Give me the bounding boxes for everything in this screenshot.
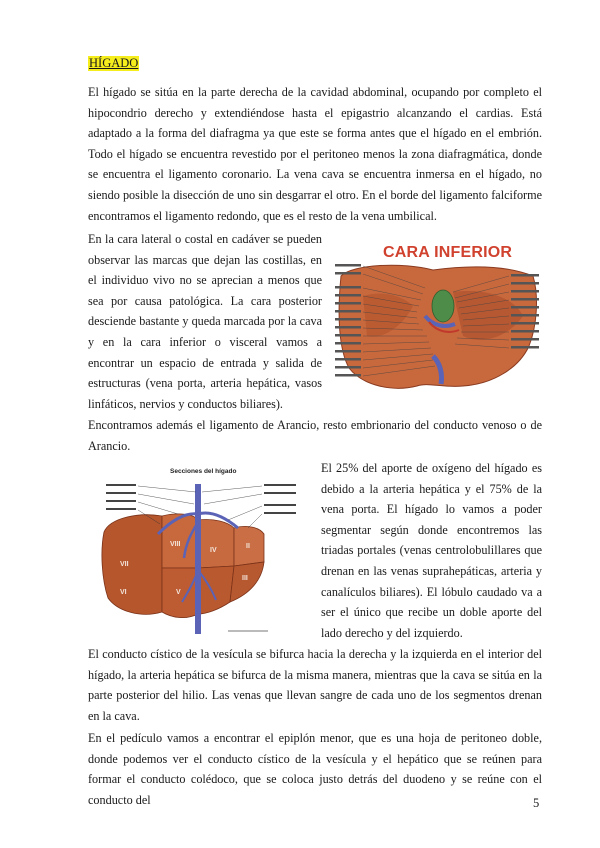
paragraph-location: El hígado se sitúa en la parte derecha de la cavidad abdominal, ocupando por completo el hipocondrio derecho y extendiéndose hasta el epigastrio alcanzando el cardias. Está adaptado a la forma del diafragma ya que este se forma antes que el hígado en el embrión. Todo el hígado se encuentra revestido por el peritoneo menos la zona diafragmática, donde se encuentra el ligamento coronario. La vena cava se encuentra inmersa en el hígado, no siendo posible la disección de uno sin desgarrar el otro. En el borde del ligamento falciforme encontramos el ligamento redondo, que es el resto de la vena umbilical.	[88, 85, 542, 223]
figure-liver-sections	[98, 462, 302, 638]
figure-inferior-face-title: CARA INFERIOR	[383, 244, 513, 261]
paragraph-cystic-duct: El conducto cístico de la vesícula se bifurca hacia la derecha y la izquierda en el interior del hígado, la arteria hepática se bifurca de la misma manera, mientras que la cava se sitúa en la parte posterior del hilio. Las venas que llevan sangre de cada uno de los segmentos drenan en la cava.	[88, 647, 542, 723]
page-number: 5	[533, 796, 540, 810]
segment-label-ii: II	[246, 543, 250, 550]
segment-label-iii: III	[242, 575, 248, 582]
paragraph-faces: En la cara lateral o costal en cadáver se pueden observar las marcas que dejan las costillas, en el individuo vivo no se aprecian a menos que sea por causa patológica. La cara posterior desciende bastante y queda marcada por la cava y en la cara inferior o visceral vamos a encontrar un espacio de entrada y salida de estructuras (vena porta, arteria hepática, vasos linfáticos, nervios y conductos biliares).	[88, 232, 322, 411]
segment-label-iv: IV	[210, 547, 217, 554]
segment-label-vi: VI	[120, 589, 127, 596]
segment-label-v: V	[176, 589, 181, 596]
paragraph-pedicle: En el pedículo vamos a encontrar el epiplón menor, que es una hoja de peritoneo doble, donde podemos ver el conducto cístico de la vesícula y el hepático que se reúnen para formar el conducto colédoco, que se coloca justo detrás del duodeno y se reúne con el conducto del	[88, 731, 542, 807]
figure-inferior-face	[333, 236, 541, 396]
figure-liver-sections-title: Secciones del hígado	[170, 468, 237, 475]
paragraph-arancio: Encontramos además el ligamento de Arancio, resto embrionario del conducto venoso o de Arancio.	[88, 418, 542, 453]
liver-sections-illustration	[98, 462, 302, 638]
segment-label-viii: VIII	[170, 541, 181, 548]
section-heading: HÍGADO	[89, 56, 139, 70]
segment-label-vii: VII	[120, 561, 129, 568]
paragraph-oxygen-supply: El 25% del aporte de oxígeno del hígado es debido a la arteria hepática y el 75% de la vena porta. El hígado lo vamos a poder segmentar según donde encontremos las triadas portales (venas centrolobulillares que drenan en las venas suprahepáticas, arteria y canalículos biliares). El lóbulo caudado va a ser el único que recibe un doble aporte del lado derecho y del izquierdo.	[321, 461, 542, 640]
